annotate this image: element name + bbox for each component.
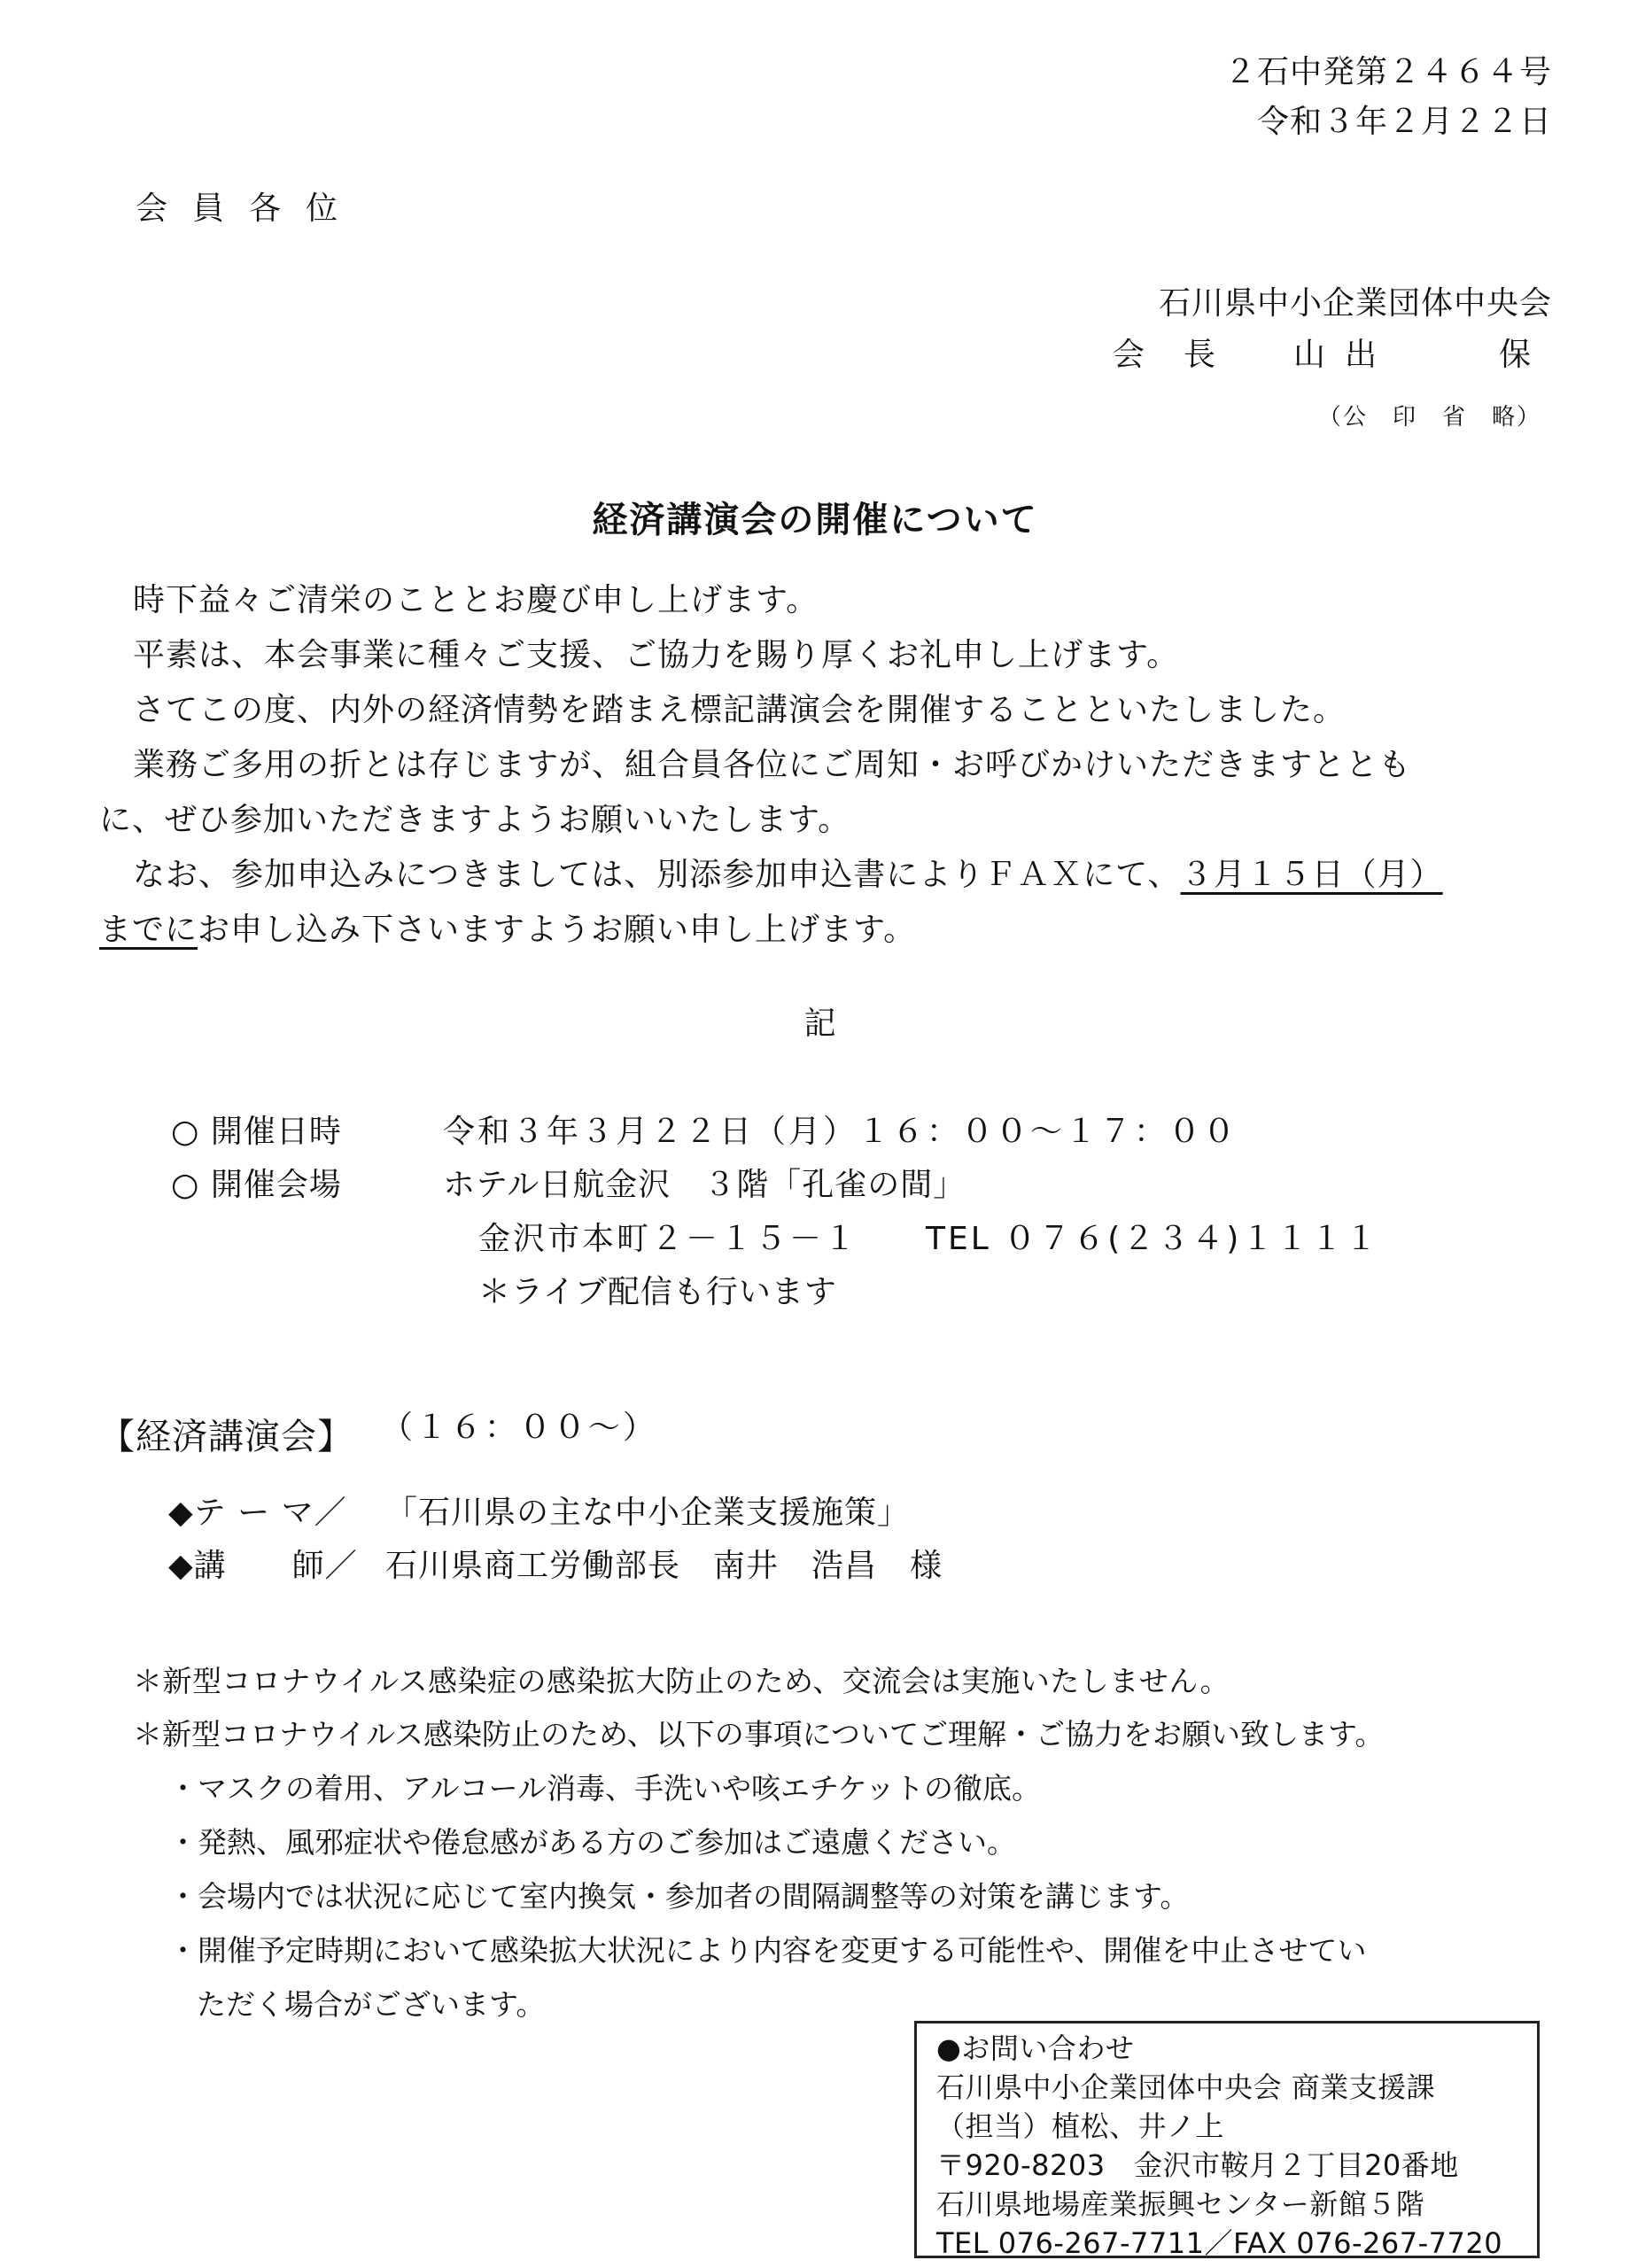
- note-covid-measures: ＊新型コロナウイルス感染防止のため、以下の事項についてご理解・ご協力をお願い致します。: [133, 1717, 1385, 1751]
- deadline-date: ３月１５日（月）: [1180, 857, 1443, 893]
- contact-box: [914, 2021, 1540, 2258]
- contact-address: 〒920-8203 金沢市鞍月２丁目20番地: [936, 2148, 1459, 2182]
- measure-ventilation: ・会場内では状況に応じて室内換気・参加者の間隔調整等の対策を講じます。: [168, 1879, 1190, 1914]
- event-date-label: ○ 開催日時: [171, 1114, 342, 1150]
- measure-fever: ・発熱、風邪症状や倦怠感がある方のご参加はご遠慮ください。: [168, 1825, 1016, 1860]
- body-paragraph-5-line-2: [99, 914, 916, 946]
- lecture-theme-value: 「石川県の主な中小企業支援施策」: [385, 1495, 911, 1531]
- event-venue-label: ○ 開催会場: [171, 1167, 342, 1203]
- page-title: 経済講演会の開催について: [592, 500, 1038, 540]
- body-paragraph-5-closing: お申し込み下さいますようお願い申し上げます。: [198, 912, 917, 948]
- lecturer-value: 石川県商工労働部長 南井 浩昌 様: [385, 1548, 943, 1584]
- measure-change-line-2: ただく場合がございます。: [197, 1987, 546, 2022]
- event-date-value: 令和３年３月２２日（月）１６：００～１７：００: [443, 1114, 1238, 1150]
- lecture-theme-label: ◆テ ー マ／: [168, 1495, 347, 1531]
- body-paragraph-5-line-1: [133, 859, 1443, 891]
- document-date: 令和３年２月２２日: [1256, 104, 1552, 140]
- venue-address: 金沢市本町２－１５－１: [478, 1221, 859, 1257]
- document-number: ２石中発第２４６４号: [1223, 54, 1552, 90]
- contact-organization: 石川県中小企業団体中央会 商業支援課: [936, 2070, 1436, 2104]
- contact-tel-fax: TEL 076-267-7711／FAX 076-267-7720: [936, 2226, 1503, 2260]
- contact-person: （担当）植松、井ノ上: [936, 2109, 1225, 2143]
- live-stream-note: ＊ライブ配信も行います: [478, 1274, 837, 1310]
- body-paragraph-3: さてこの度、内外の経済情勢を踏まえ標記講演会を開催することといたしました。: [133, 692, 1347, 728]
- venue-phone: TEL ０７６(２３４)１１１１: [926, 1221, 1380, 1257]
- deadline-suffix: までに: [99, 912, 198, 948]
- sender-title: 会 長: [1113, 337, 1220, 373]
- lecturer-label: ◆講 師／: [168, 1548, 358, 1584]
- measure-mask: ・マスクの着用、アルコール消毒、手洗いや咳エチケットの徹底。: [168, 1771, 1042, 1806]
- sender-organization: 石川県中小企業団体中央会: [1158, 285, 1552, 322]
- contact-heading: ●お問い合わせ: [936, 2031, 1135, 2065]
- note-no-networking: ＊新型コロナウイルス感染症の感染拡大防止のため、交流会は実施いたしません。: [133, 1664, 1230, 1698]
- body-paragraph-4-line-2: に、ぜひ参加いただきますようお願いいたします。: [99, 802, 851, 838]
- lecture-time: （１６：００～）: [381, 1410, 658, 1446]
- body-paragraph-5-text: なお、参加申込みにつきましては、別添参加申込書によりＦＡＸにて、: [133, 857, 1181, 893]
- seal-omitted-note: （公 印 省 略）: [1317, 404, 1541, 431]
- sender-name: 山出 保: [1293, 337, 1551, 373]
- body-paragraph-2: 平素は、本会事業に種々ご支援、ご協力を賜り厚くお礼申し上げます。: [133, 637, 1180, 673]
- measure-change-line-1: ・開催予定時期において感染拡大状況により内容を変更する可能性や、開催を中止させてい: [168, 1933, 1367, 1968]
- recipient: 会員各位: [136, 190, 363, 227]
- event-venue-value: ホテル日航金沢 ３階「孔雀の間」: [443, 1167, 966, 1203]
- contact-building: 石川県地場産業振興センター新館５階: [936, 2187, 1425, 2221]
- ki-heading: 記: [803, 1006, 837, 1042]
- lecture-heading: 【経済講演会】: [99, 1417, 353, 1457]
- body-paragraph-1: 時下益々ご清栄のこととお慶び申し上げます。: [133, 582, 819, 618]
- body-paragraph-4-line-1: 業務ご多用の折とは存じますが、組合員各位にご周知・お呼びかけいただきますととも: [133, 747, 1412, 783]
